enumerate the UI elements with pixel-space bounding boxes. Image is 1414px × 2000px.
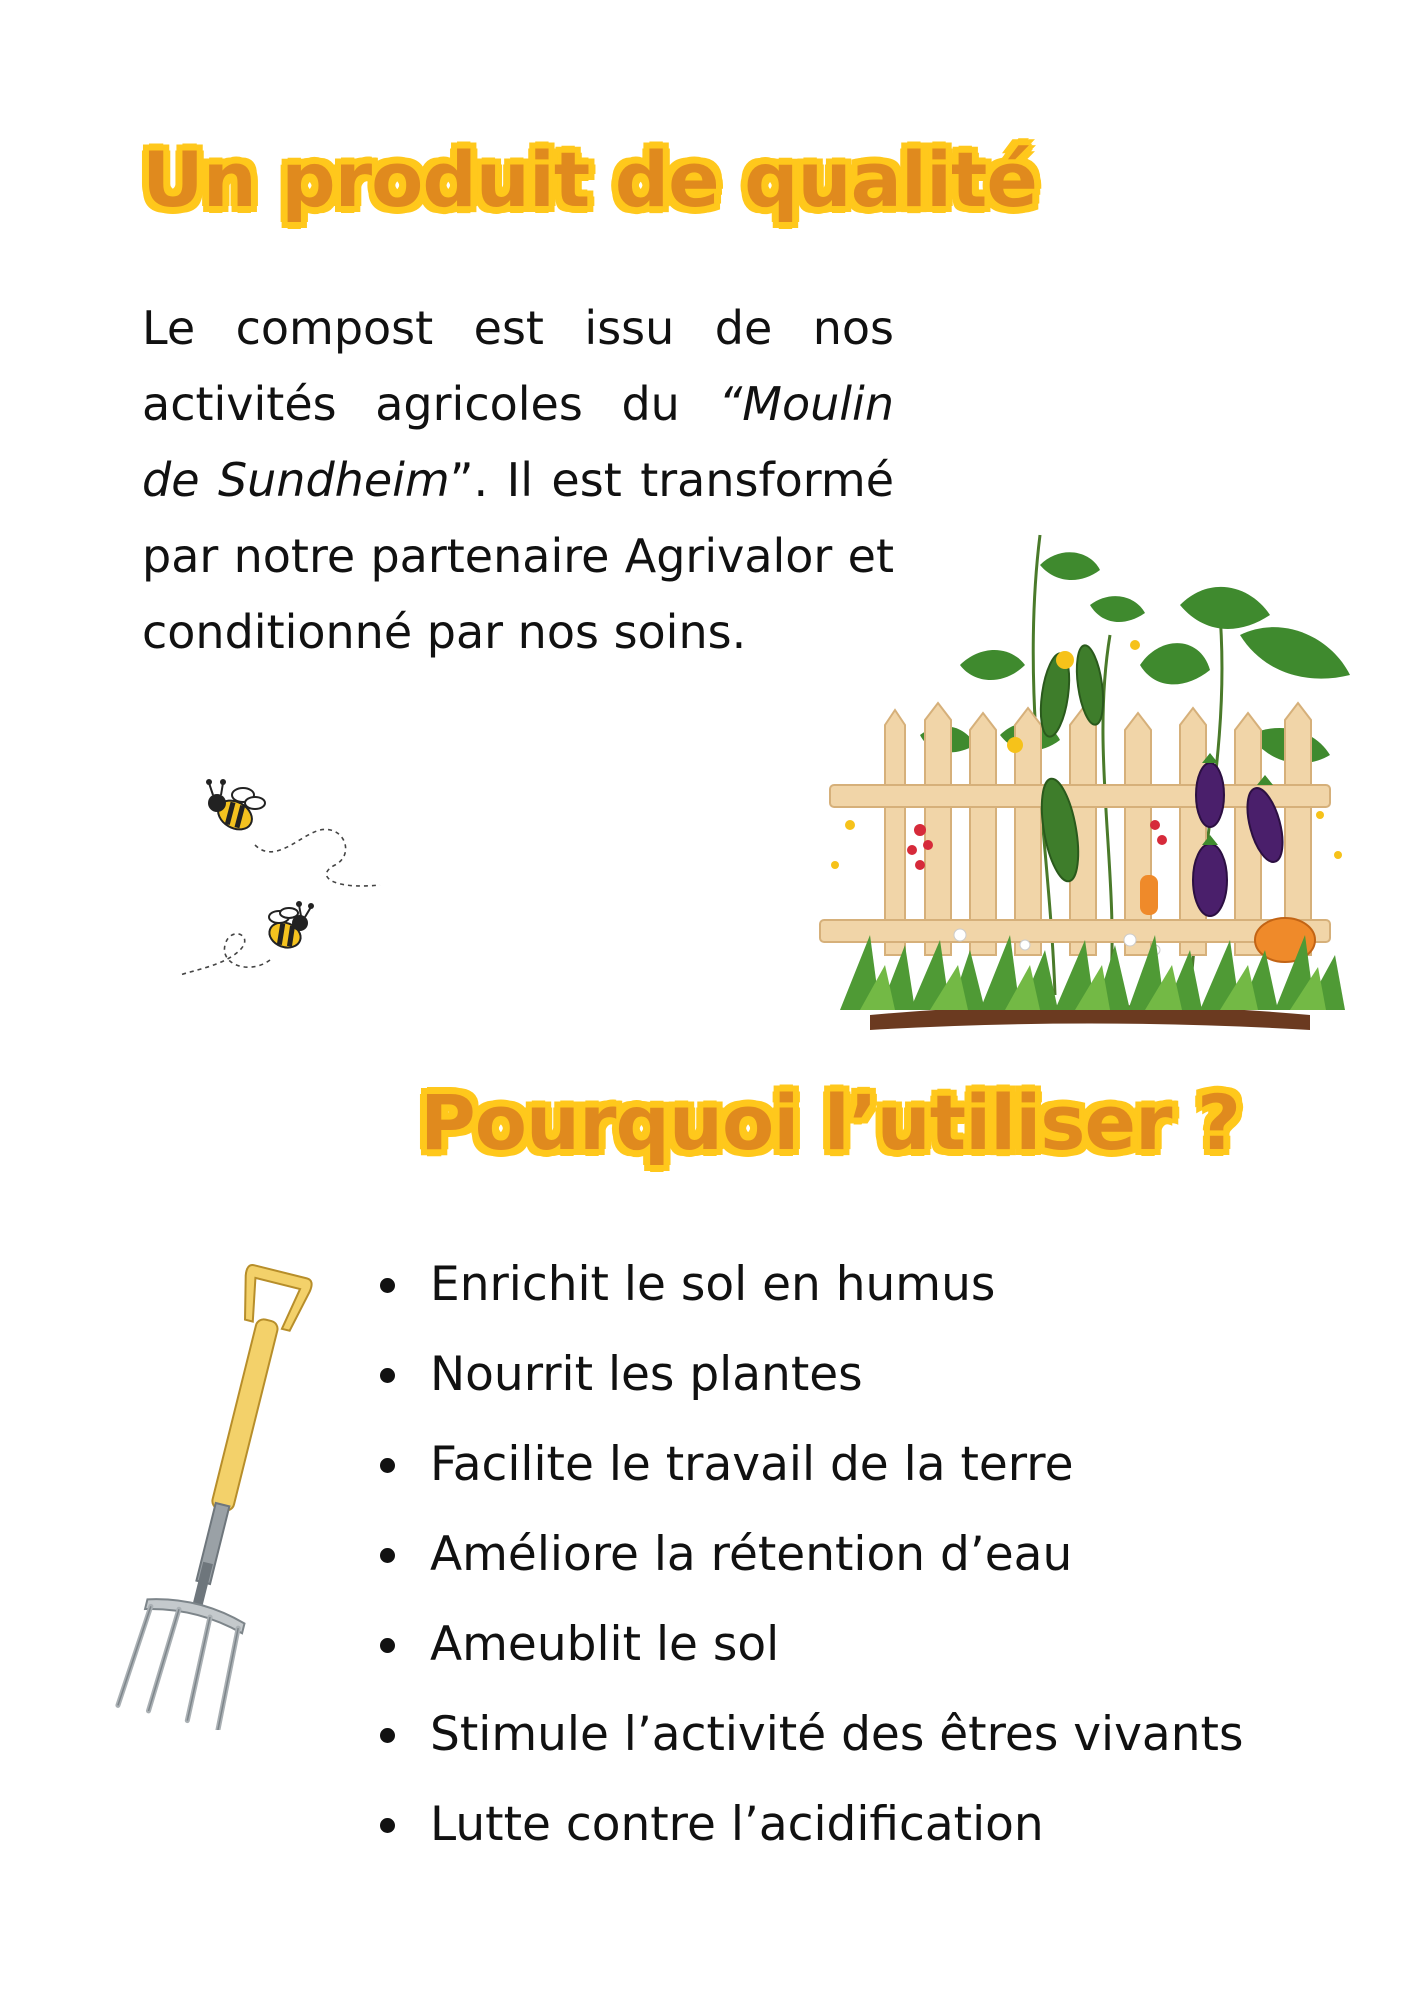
list-item: Stimule l’activité des êtres vivants bbox=[380, 1690, 1243, 1780]
bees-icon bbox=[180, 775, 395, 995]
intro-quote-moulin: “Moulin de Sundheim bbox=[142, 377, 894, 507]
intro-text-end: ”. Il est transformé par notre partenaire Agrivalor et conditionné par nos soins. bbox=[142, 453, 895, 659]
garden-fence-illustration bbox=[810, 495, 1360, 1035]
list-item: Nourrit les plantes bbox=[380, 1330, 1243, 1420]
list-item: Améliore la rétention d’eau bbox=[380, 1510, 1243, 1600]
list-item: Facilite le travail de la terre bbox=[380, 1420, 1243, 1510]
list-item: Enrichit le sol en humus bbox=[380, 1240, 1243, 1330]
pitchfork-icon bbox=[110, 1255, 340, 1730]
list-item: Ameublit le sol bbox=[380, 1600, 1243, 1690]
section-title-quality: Un produit de qualité bbox=[142, 135, 1037, 224]
benefits-list bbox=[380, 1240, 1243, 1870]
intro-text-start: Le compost est issu de nos activités agricoles du bbox=[142, 301, 894, 431]
section-title-why-use: Pourquoi l’utiliser ? bbox=[420, 1078, 1241, 1167]
intro-paragraph bbox=[142, 290, 894, 670]
list-item: Lutte contre l’acidification bbox=[380, 1780, 1243, 1870]
